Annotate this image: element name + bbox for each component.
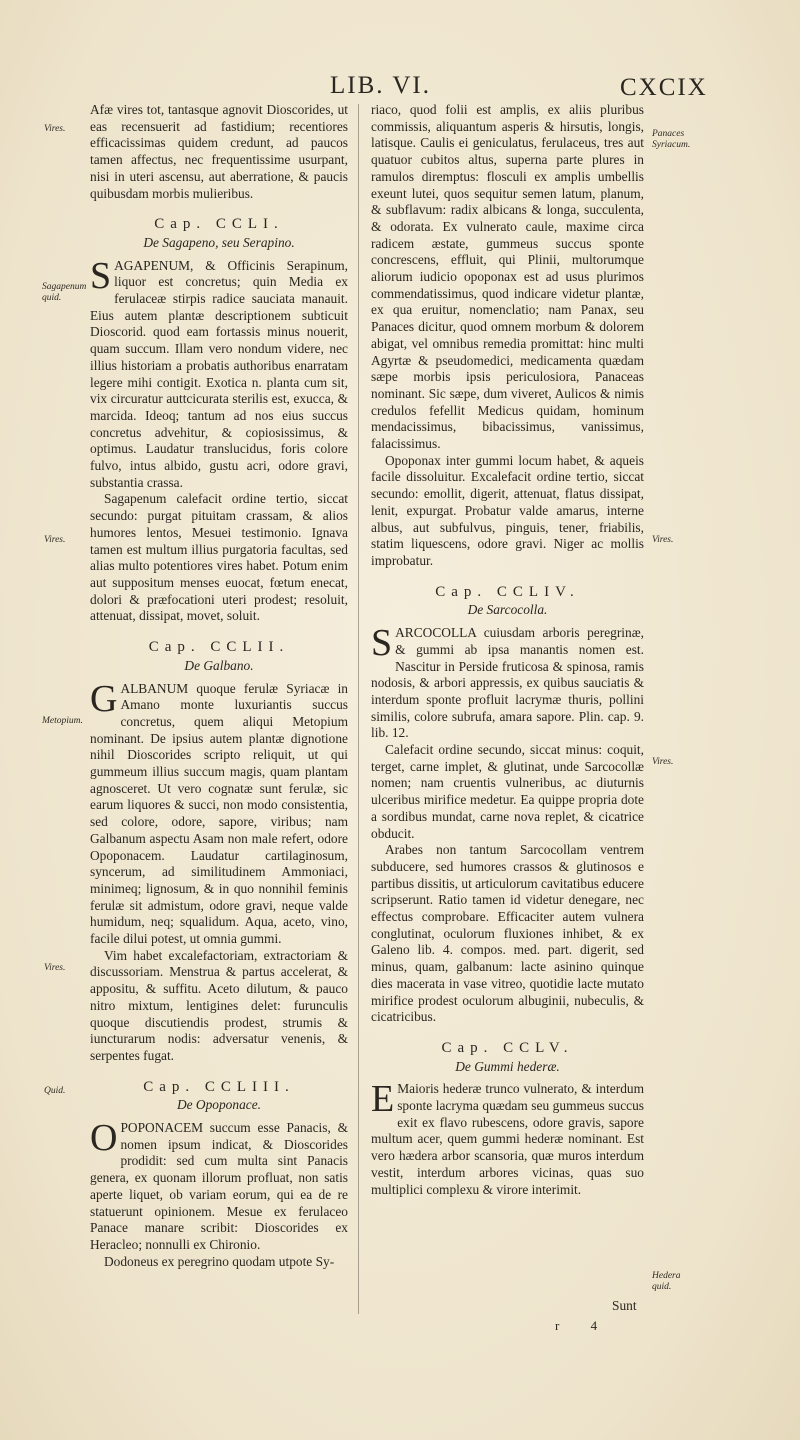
- paragraph: Dodoneus ex peregrino quodam utpote Sy-: [104, 1253, 335, 1269]
- paragraph-text: Maioris hederæ trunco vulnerato, & interdum sponte lacryma quædam seu gummeus succus exit ex flavo rubescens, odore gravis, sapore multum acer, quem gummi hederæ nominant. Est vero hædera arbor scansoria, quæ muros interdum vestit, interdum arbores vicinas, quas suo multiplici complexu & virore interimit.: [371, 1081, 644, 1197]
- chapter-heading: Cap. CCLIV.: [435, 583, 580, 600]
- paragraph: [90, 254, 348, 492]
- paragraph: riaco, quod folii est amplis, ex aliis pluribus commissis, aliquantum asperis & hirsutis, longis, latisque. Caulis ei geniculatus, ferulaceus, tres aut quatuor cubitos altus, superna parte plures in ramulos diremptus: flosculi ex amplis umbellis exeunt lutei, quos sequitur semen latum, planum, & subflavum: radix albicans & longa, succulenta, & odorata. Ex vulnerato caule, maxime circa radicem æstate, gummeus succus sponte concrescens, effluit, qui Plinii, multorumque aliorum iudicio opoponax est ad usus plurimos commendatissimus, quod indicare videtur plantæ, ex qua eruitur, nomenclatio; nam Panax, seu Panaces dicitur, quod omnem morbum & dolorem abigat, vel omnibus remedia promittat: hinc multi Agyrtæ & pseudomedici, medicamenta quædam sæpe morbis ipsis periculosiora, Panaceas nominant. Sic sæpe, dum viveret, Aulicos & nimis credulos fefellit Medicus quidam, hominum mendacissimus, bibacissimus, vanissimus, falacissimus.: [371, 102, 644, 452]
- folio-number: CXCIX: [620, 74, 708, 101]
- margin-note: Vires.: [44, 963, 66, 973]
- margin-note: Vires.: [44, 124, 66, 134]
- chapter-title: De Gummi hederæ.: [455, 1058, 560, 1074]
- margin-note: Vires.: [652, 757, 674, 767]
- drop-cap: O: [90, 1117, 118, 1160]
- catchword: Sunt: [612, 1298, 637, 1313]
- chapter-heading: Cap. CCLI.: [154, 216, 284, 233]
- right-column: [371, 102, 644, 1198]
- paragraph: [371, 622, 644, 742]
- paragraph-text: ARCOCOLLA cuiusdam arboris peregrinæ, & gummi ab ipsa manantis nomen est. Nascitur in Perside fruticosa & spinosa, ramis nodosis, & arbori appressis, ex quibus sauciatis & interdum sponte profluit lacrymæ thuris, pollini similis, colore subrufa, amara sapore. Plin. cap. 9. lib. 12.: [371, 625, 644, 741]
- paragraph-text: POPONACEM succum esse Panacis, & nomen ipsum indicat, & Dioscorides prodidit: sed cum multa sint Panacis genera, ex quonam illorum profluat, non satis aperte liquet, ob variam eorum, qui ea de re statuerunt opinionem. Mesue ex ferulaceo Panace manare scribit: Dioscorides ex Heracleo; nonnulli ex Chironio.: [90, 1120, 348, 1252]
- paragraph: Arabes non tantum Sarcocollam ventrem subducere, sed humores crassos & glutinosos e partibus dissitis, ut articulorum cavitatibus educere scripserunt. Ratio tamen id videtur denegare, nec effectus comprobare. Efficaciter autem vulnera conglutinat, oculorum fluxiones inhibet, & ex Galeno lib. 4. compos. med. part. digerit, sed minus, quam, galbanum: lacte asinino quinque dies macerata in vase vitreo, quotidie lacte mutato mirifice prodest oculorum albuginii, nubeculis, & cicatricibus.: [371, 842, 644, 1025]
- drop-cap: G: [90, 677, 118, 720]
- drop-cap: S: [90, 254, 112, 297]
- column-divider: [358, 104, 359, 1314]
- chapter-title: De Galbano.: [184, 657, 254, 673]
- paragraph: Vim habet excalefactoriam, extractoriam & discussoriam. Menstrua & partus accelerat, & appositu, & suffitu. Aceto dilutum, & pauco nitro mixtum, lentigines delet: furunculis quoque discutiendis prodest, strumis & iuncturarum nodis: adversatur venenis, & serpentes fugat.: [90, 947, 348, 1063]
- chapter-title: De Sarcocolla.: [467, 602, 548, 618]
- paragraph: [90, 1117, 348, 1254]
- margin-note: Vires.: [652, 535, 674, 545]
- chapter-heading: Cap. CCLIII.: [143, 1078, 295, 1095]
- chapter-title: De Opoponace.: [176, 1097, 262, 1113]
- paragraph-text: AGAPENUM, & Officinis Serapinum, liquor est concretus; quin Media ex ferulaceæ stirpis radice sauciata manauit. Eius autem plantæ descriptionem subticuit Dioscorid. quod eam fortassis minus nouerit, quam succum. Illam vero nondum videre, nec illius historiam a probatis authoribus enarratam legere mihi contigit. Exotica n. planta cum sit, vix circuratur auttcicurata sterilis est, exucca, & marcida. Ideoq; tantum ad nos eius succus concretus advehitur, & copiosissimus, & optimus. Laudatur translucidus, foris colore fulvo, intus albido, gustu acri, odore gravi, substantia crassa.: [90, 257, 348, 490]
- drop-cap: E: [371, 1078, 395, 1121]
- paragraph: [371, 1078, 644, 1198]
- paragraph: [90, 677, 348, 948]
- paragraph: Sagapenum calefacit ordine tertio, siccat secundo: purgat pituitam crassam, & alios humores lentos, Mesuei testimonio. Ignava tamen est multum illius purgatoria facultas, sed alias multo potentiores vires habet. Potum enim aut suppositum menses euocat, fœtum enecat, dolori & præfocationi uteri prodest; resoluit, attenuat, dissipat, movet, soluit.: [90, 491, 348, 624]
- signature-mark: r 4: [555, 1318, 612, 1333]
- chapter-title: De Sagapeno, seu Serapino.: [143, 234, 295, 250]
- chapter-heading: Cap. CCLV.: [441, 1039, 574, 1056]
- book-number: LIB. VI.: [330, 72, 431, 99]
- paragraph: Calefacit ordine secundo, siccat minus: coquit, terget, carne implet, & glutinat, unde Sarcocollæ nomen; nam cruentis vulneribus, ac diuturnis ulceribus mirifice medetur. Ea quippe propria dote a sordibus mundat, carne nova replet, & cicatrice obducit.: [371, 742, 644, 841]
- paragraph-text: ALBANUM quoque ferulæ Syriacæ in Amano monte luxuriantis succus concretus, quem aliqui Metopium nominant. De ipsius autem plantæ dignotione nihil Dioscorides scripto reliquit, ut qui gummeum illius succum magis, quam plantam agnosceret. Ut vero cognatæ sunt ferulæ, sic earum liquores & succi, non modo consistentia, sed colore, odore, sapore, viribus; nam Galbanum aspectu Asam non male refert, odore Opoponacem. Laudatur cartilaginosum, syncerum, ad similitudinem Ammoniaci, minimeq; lignosum, & in quo nonnihil feminis ferulæ sit admistum, odore gravi, neque valde humidum, neq; squalidum. Aqua, aceto, vino, facile dilui potest, ut omnia gummi.: [90, 680, 348, 947]
- chapter-heading: Cap. CCLII.: [148, 639, 290, 656]
- paragraph: Opoponax inter gummi locum habet, & aqueis facile dissoluitur. Excalefacit ordine tertio, siccat secundo: emollit, digerit, attenuat, flatus dissipat, lenit, expurgat. Probatur valde amarus, interne albus, aut subfulvus, pinguis, tener, friabilis, statim liquescens, odore gravi. Niger ac mollis improbatur.: [371, 452, 644, 568]
- margin-note: Sagapenum quid.: [42, 282, 87, 303]
- margin-note: Hedera quid.: [652, 1271, 681, 1292]
- margin-note: Vires.: [44, 535, 66, 545]
- margin-note: Quid.: [44, 1086, 66, 1096]
- paragraph: Afæ vires tot, tantasque agnovit Dioscorides, ut eas recensuerit ad fastidium; recentiores efficacissimas quidem credunt, ad paucos tamen affectus, nec frequentissime usurpant, nisi in uteri ascensu, aut aberratione, & paucis quibusdam morbis mulieribus.: [90, 102, 348, 201]
- margin-note: Panaces Syriacum.: [652, 129, 691, 150]
- margin-note: Metopium.: [42, 716, 83, 726]
- drop-cap: S: [371, 622, 393, 665]
- left-column: [90, 102, 348, 1270]
